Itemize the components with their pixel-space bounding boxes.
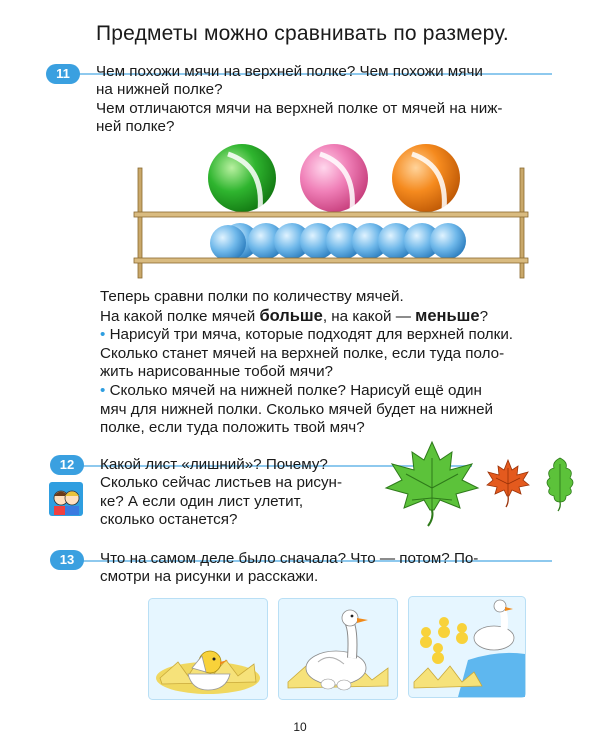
task-11-question: На какой полке мячей больше, на какой — меньше? bbox=[100, 307, 489, 325]
pair-work-icon bbox=[49, 482, 83, 516]
picture-duck-sitting-on-nest bbox=[278, 598, 398, 700]
task-11-bullet-1: • Нарисуй три мяча, которые подходят для верхней полки. bbox=[100, 326, 514, 343]
upper-shelf bbox=[134, 212, 528, 217]
task-13-line-1: Что на самом деле было сначала? Что — потом? По- bbox=[100, 550, 479, 567]
task-12-line-3: ке? А если один лист улетит, bbox=[100, 493, 304, 510]
ball-orange bbox=[392, 144, 460, 212]
picture-duckling-hatching bbox=[148, 598, 268, 700]
task-11-line-2: на нижней полке? bbox=[96, 81, 223, 98]
task-11-number: 11 bbox=[46, 64, 80, 84]
task-11-line-1: Чем похожи мячи на верхней полке? Чем похожи мячи bbox=[96, 63, 483, 80]
task-13-number: 13 bbox=[50, 550, 84, 570]
lower-shelf bbox=[134, 258, 528, 263]
picture-duck-with-ducklings bbox=[408, 596, 526, 698]
task-11-line-b3: мяч для нижней полки. Сколько мячей будет на нижней bbox=[100, 401, 494, 418]
task-11-line-4: ней полке? bbox=[96, 118, 175, 135]
small-blue-balls bbox=[210, 223, 466, 261]
task-11-line-b1: Сколько станет мячей на верхней полке, если туда поло- bbox=[100, 345, 505, 362]
task-11-line-b4: полке, если туда положить твой мяч? bbox=[100, 419, 365, 436]
ball-pink bbox=[300, 144, 368, 212]
task-11-compare-line: Теперь сравни полки по количеству мячей. bbox=[100, 288, 404, 305]
task-12-number: 12 bbox=[50, 455, 84, 475]
task-11-line-3: Чем отличаются мячи на верхней полке от мячей на ниж- bbox=[96, 100, 503, 117]
task-12-line-1: Какой лист «лишний»? Почему? bbox=[100, 456, 328, 473]
page-number: 10 bbox=[293, 720, 307, 734]
oak-leaf-green bbox=[544, 456, 576, 512]
small-maple-leaf-orange bbox=[486, 458, 530, 508]
big-maple-leaf-green bbox=[382, 438, 482, 528]
task-11-line-b2: жить нарисованные тобой мячи? bbox=[100, 363, 333, 380]
task-13-line-2: смотри на рисунки и расскажи. bbox=[100, 568, 319, 585]
page-title: Предметы можно сравнивать по размеру. bbox=[96, 22, 509, 45]
task-12-line-2: Сколько сейчас листьев на рисун- bbox=[100, 474, 343, 491]
task-11-bullet-2: • Сколько мячей на нижней полке? Нарисуй ещё один bbox=[100, 382, 482, 399]
task-12-line-4: сколько останется? bbox=[100, 511, 238, 528]
ball-green bbox=[208, 144, 276, 212]
ball-shelf-illustration bbox=[130, 136, 540, 284]
